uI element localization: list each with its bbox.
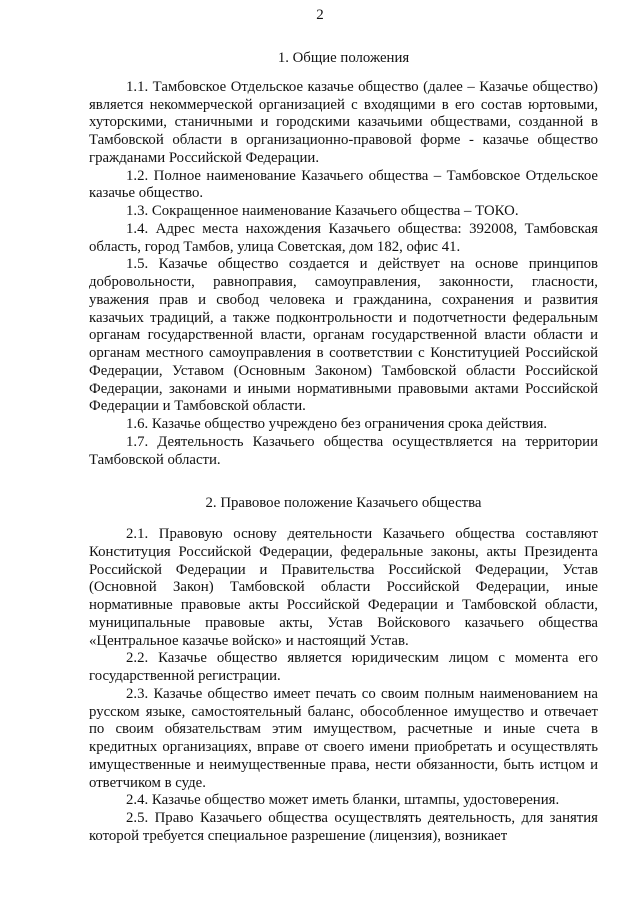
paragraph-1-4: 1.4. Адрес места нахождения Казачьего общества: 392008, Тамбовская область, город Тамбов, улица Советская, дом 182, офис 41.: [89, 220, 598, 255]
document-body: [89, 50, 598, 846]
page-number: 2: [316, 7, 324, 23]
paragraph-1-2: 1.2. Полное наименование Казачьего общества – Тамбовское Отдельское казачье общество.: [89, 167, 598, 202]
paragraph-1-5: 1.5. Казачье общество создается и действует на основе принципов добровольности, равноправия, самоуправления, законности, гласности, уважения прав и свобод человека и гражданина, сохранения и развития казачьих традиций, а также подконтрольности и подотчетности федеральным органам государственной власти, органам государственной власти области и органам местного самоуправления в соответствии с Конституцией Российской Федерации, Уставом (Основным Законом) Тамбовской области Российской Федерации, законами и иными нормативными правовыми актами Российской Федерации и Тамбовской области.: [89, 256, 598, 415]
section-heading-general: 1. Общие положения: [277, 50, 410, 66]
paragraph-2-1: 2.1. Правовую основу деятельности Казачьего общества составляют Конституция Российской Федерации, федеральные законы, акты Президента Российской Федерации и Правительства Российской Федерации, Устав (Основной Закон) Тамбовской области Российской Федерации, иные нормативные правовые акты Российской Федерации и Тамбовской области, муниципальные правовые акты, Устав Войскового казачьего общества «Центральное казачье войско» и настоящий Устав.: [89, 526, 598, 649]
paragraph-2-5: 2.5. Право Казачьего общества осуществлять деятельность, для занятия которой требуется специальное разрешение (лицензия), возникает: [89, 810, 598, 844]
paragraph-1-1: 1.1. Тамбовское Отдельское казачье общество (далее – Казачье общество) является некоммерческой организацией с входящими в его состав юртовыми, хуторскими, станичными и городскими казачьими обществами, созданной в Тамбовской области в организационно-правовой форме - казачье общество гражданами Российской Федерации.: [89, 78, 598, 166]
paragraph-1-7: 1.7. Деятельность Казачьего общества осуществляется на территории Тамбовской области.: [89, 433, 598, 468]
paragraph-2-4: 2.4. Казачье общество может иметь бланки, штампы, удостоверения.: [126, 792, 560, 809]
paragraph-1-6: 1.6. Казачье общество учреждено без ограничения срока действия.: [126, 416, 548, 432]
section-heading-legal-status: 2. Правовое положение Казачьего общества: [205, 495, 482, 512]
paragraph-1-3: 1.3. Сокращенное наименование Казачьего общества – ТОКО.: [126, 203, 519, 219]
paragraph-2-3: 2.3. Казачье общество имеет печать со своим полным наименованием на русском языке, самостоятельный баланс, обособленное имущество и отвечает по своим обязательствам этим имуществом, расчетные и иные счета в кредитных организациях, вправе от своего имени приобретать и осуществлять имущественные и неимущественные права, нести обязанности, быть истцом и ответчиком в суде.: [89, 685, 598, 791]
paragraph-2-2: 2.2. Казачье общество является юридическим лицом с момента его государственной регистрации.: [89, 650, 598, 684]
